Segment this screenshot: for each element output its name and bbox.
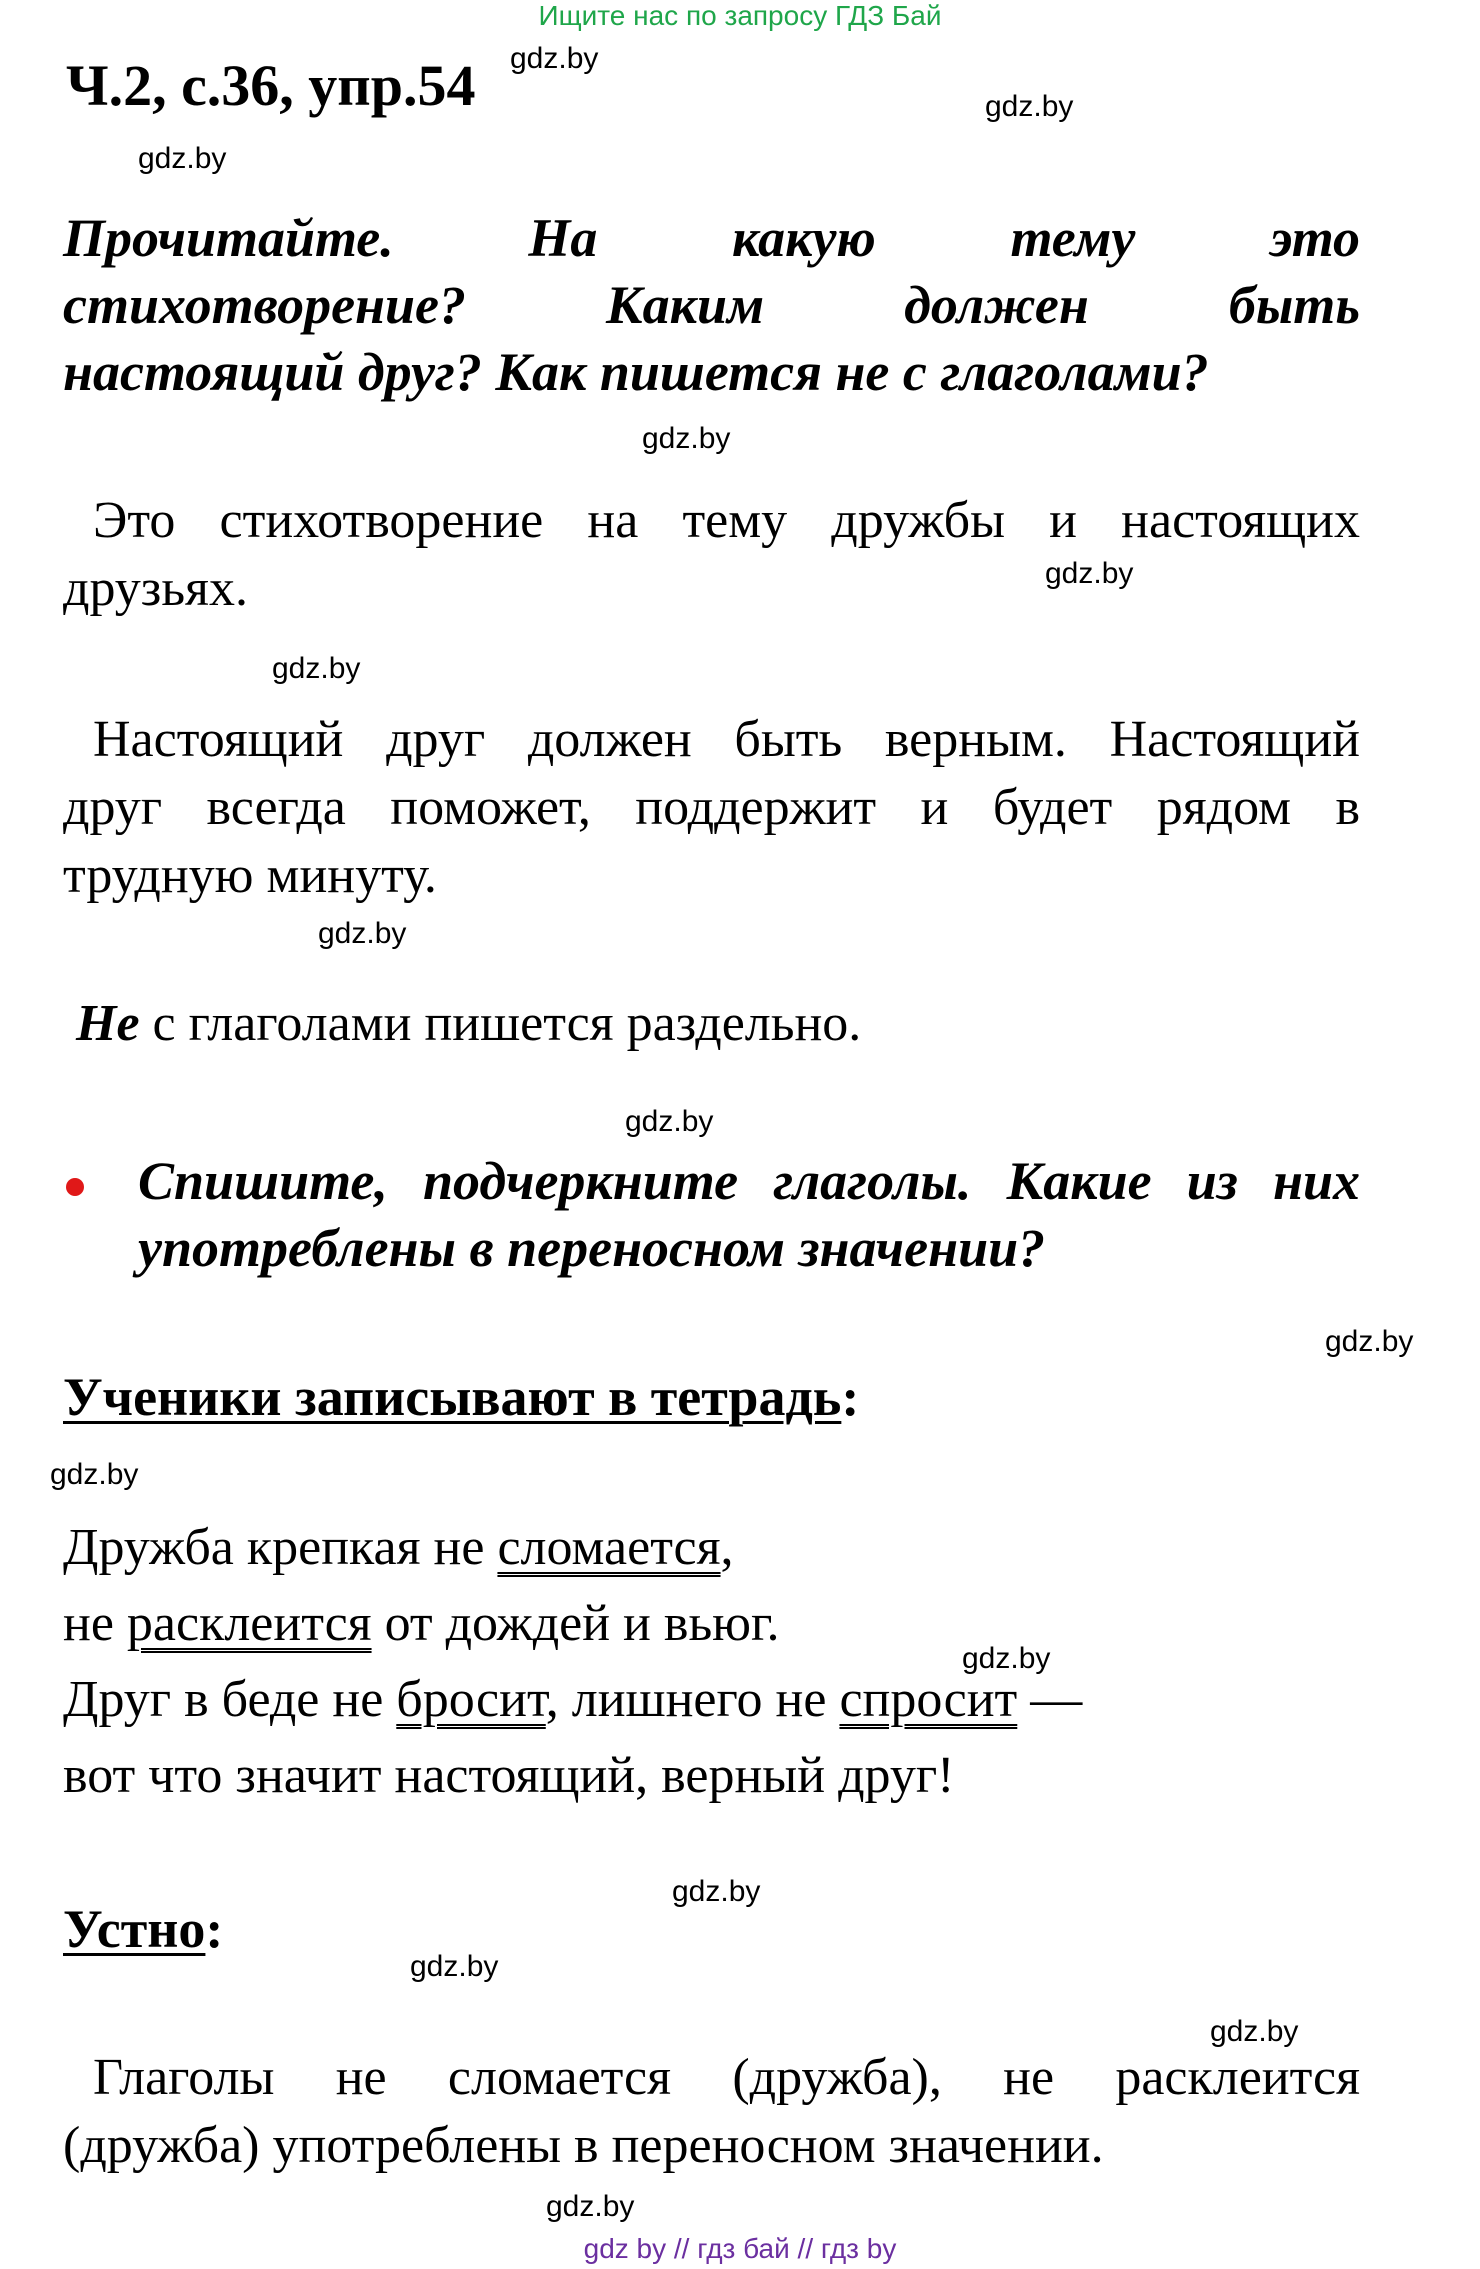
watermark: gdz.by bbox=[1210, 2015, 1299, 2048]
page-title: Ч.2, с.36, упр.54 bbox=[66, 53, 476, 118]
poem-line: Дружба крепкая не сломается, bbox=[63, 1519, 734, 1576]
answer-figurative bbox=[63, 2044, 1360, 2180]
watermark: gdz.by bbox=[1325, 1325, 1414, 1358]
task-line: употреблены в переносном значении? bbox=[138, 1218, 1046, 1278]
watermark: gdz.by bbox=[272, 652, 361, 685]
watermark: gdz.by bbox=[138, 142, 227, 175]
watermark: gdz.by bbox=[1045, 557, 1134, 590]
bold-particle: Не bbox=[76, 995, 140, 1052]
poem-line: вот что значит настоящий, верный друг! bbox=[63, 1747, 955, 1804]
watermark: gdz.by bbox=[672, 1875, 761, 1908]
watermark: gdz.by bbox=[642, 422, 731, 455]
watermark: gdz.by bbox=[625, 1105, 714, 1138]
answer-line: Настоящий друг должен быть верным. Настоящий bbox=[93, 711, 1360, 768]
answer-friend bbox=[63, 706, 1360, 910]
watermark: gdz.by bbox=[318, 917, 407, 950]
watermark: gdz.by bbox=[962, 1642, 1051, 1675]
poem-line: не расклеится от дождей и вьюг. bbox=[63, 1595, 780, 1652]
watermark: gdz.by bbox=[50, 1458, 139, 1491]
task-question bbox=[63, 205, 1360, 406]
answer-line: (дружба) употреблены в переносном значении. bbox=[63, 2117, 1104, 2174]
answer-text: с глаголами пишется раздельно. bbox=[139, 995, 862, 1052]
verb-underlined: расклеится bbox=[126, 1595, 372, 1652]
footer-links[interactable]: gdz by // гдз бай // гдз by bbox=[583, 2233, 897, 2264]
section-heading-notebook bbox=[63, 1366, 859, 1428]
section-heading-oral bbox=[63, 1898, 223, 1960]
watermark: gdz.by bbox=[985, 90, 1074, 123]
watermark: gdz.by bbox=[410, 1950, 499, 1983]
promo-line: Ищите нас по запросу ГДЗ Бай bbox=[538, 0, 942, 31]
task-verbs bbox=[138, 1148, 1360, 1282]
verb-underlined: бросит bbox=[396, 1671, 546, 1728]
heading-colon: : bbox=[205, 1899, 224, 1959]
answer-line: друг всегда поможет, поддержит и будет рядом в bbox=[63, 779, 1360, 836]
poem bbox=[63, 1510, 1082, 1814]
task-line: стихотворение? Каким должен быть bbox=[63, 275, 1360, 335]
heading-label: Ученики записывают в тетрадь bbox=[63, 1367, 842, 1427]
poem-line: Друг в беде не бросит, лишнего не спросит — bbox=[63, 1671, 1083, 1728]
answer-spelling bbox=[76, 990, 861, 1058]
task-line: Прочитайте. На какую тему это bbox=[63, 208, 1360, 268]
bullet-icon bbox=[66, 1178, 84, 1196]
task-line: настоящий друг? Как пишется не с глаголами? bbox=[63, 342, 1209, 402]
answer-line: Это стихотворение на тему дружбы и настоящих bbox=[93, 492, 1360, 549]
watermark: gdz.by bbox=[546, 2190, 635, 2223]
heading-colon: : bbox=[841, 1367, 860, 1427]
verb-underlined: сломается bbox=[497, 1519, 721, 1576]
verb-underlined: спросит bbox=[839, 1671, 1018, 1728]
answer-theme bbox=[63, 487, 1360, 623]
answer-line: друзьях. bbox=[63, 560, 248, 617]
heading-label: Устно bbox=[63, 1899, 206, 1959]
answer-line: Глаголы не сломается (дружба), не расклеится bbox=[93, 2049, 1360, 2106]
answer-line: трудную минуту. bbox=[63, 847, 437, 904]
task-line: Спишите, подчеркните глаголы. Какие из них bbox=[138, 1151, 1360, 1211]
watermark: gdz.by bbox=[510, 42, 599, 75]
